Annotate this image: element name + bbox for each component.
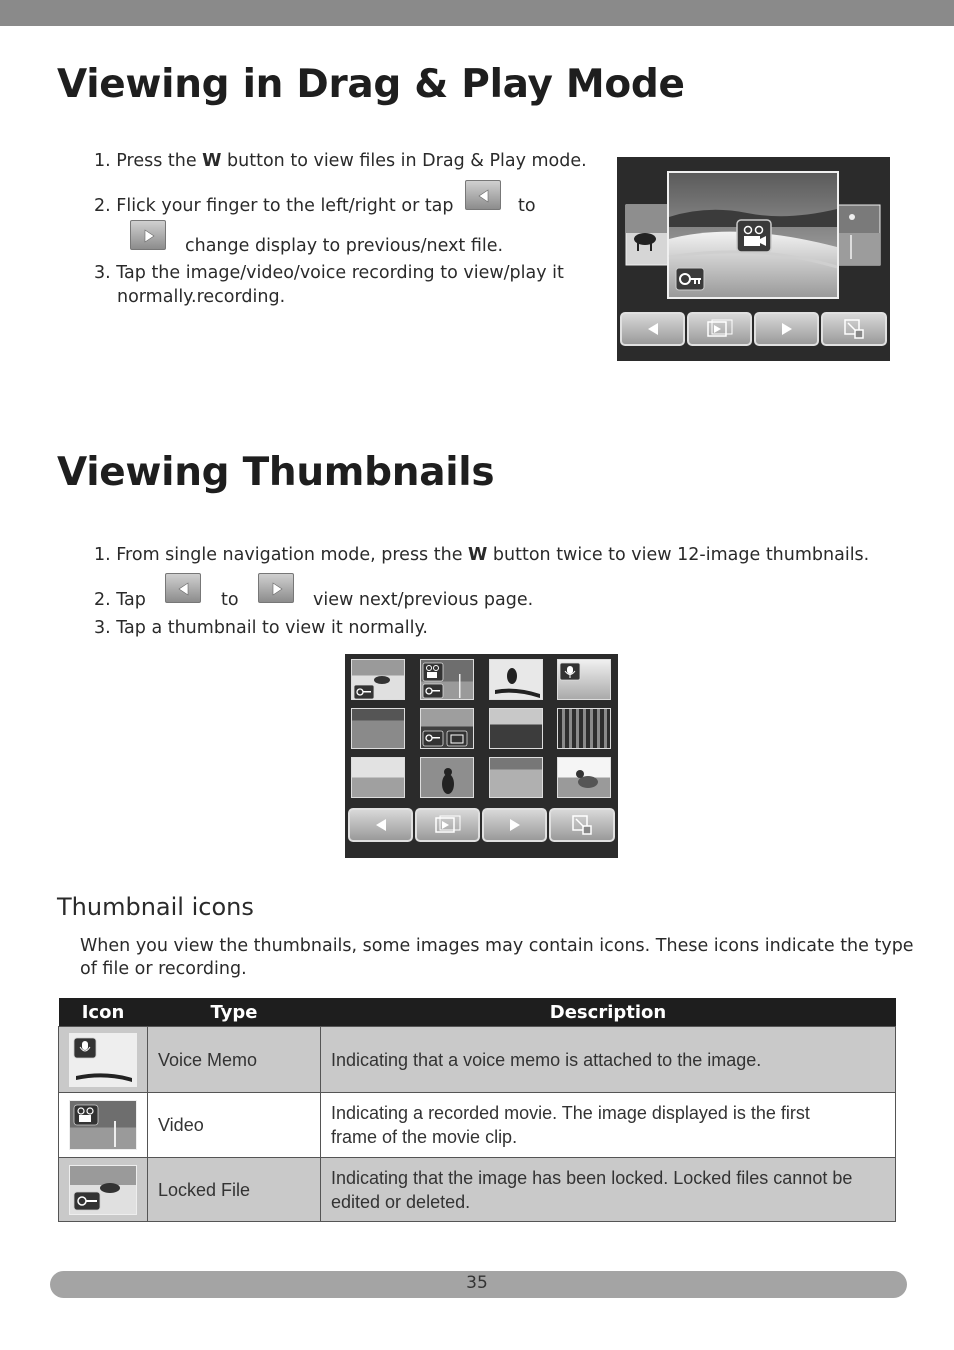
thumbnails-step-3: 3. Tap a thumbnail to view it normally. (94, 618, 428, 638)
header-type: Type (148, 998, 321, 1027)
drag-play-step-2-to: to (518, 196, 536, 216)
next-file-button[interactable] (754, 312, 819, 346)
thumbnails-step-1: 1. From single navigation mode, press the W button twice to view 12-image thumbnails. (94, 545, 870, 565)
top-header-bar (0, 0, 954, 26)
thumbnail-icons-table (58, 998, 896, 1222)
table-header-row (59, 998, 896, 1027)
row-type: Voice Memo (148, 1027, 321, 1093)
thumbnail-12[interactable] (557, 757, 611, 798)
thumbnail-2[interactable] (420, 659, 474, 700)
thumbnail-7[interactable] (489, 708, 543, 749)
thumbnail-icons-intro-line-1: When you view the thumbnails, some images may contain icons. These icons indicate the type (80, 936, 914, 956)
icon-cell (59, 1027, 148, 1093)
slideshow-icon (435, 815, 461, 835)
next-button-icon (130, 220, 166, 250)
row-description: Indicating that a voice memo is attached to the image. (321, 1027, 896, 1093)
header-icon: Icon (59, 998, 148, 1027)
drag-play-step-1: 1. Press the W button to view files in Drag & Play mode. (94, 151, 587, 171)
thumbnail-5[interactable] (351, 708, 405, 749)
video-icon (69, 1100, 137, 1150)
previous-file-button[interactable] (620, 312, 685, 346)
cat-image (421, 758, 474, 798)
thumbnail-9[interactable] (351, 757, 405, 798)
zoom-icon (843, 318, 865, 340)
thumbnails-title: Viewing Thumbnails (57, 450, 495, 495)
thumbnail-icons-intro-line-2: of file or recording. (80, 959, 247, 979)
row-description: Indicating a recorded movie. The image displayed is the first frame of the movie clip. (321, 1093, 896, 1158)
previous-page-button[interactable] (348, 808, 413, 842)
thumbnail-10[interactable] (420, 757, 474, 798)
row-type: Locked File (148, 1158, 321, 1222)
right-arrow-icon (259, 574, 295, 604)
drag-play-step-2-cont: change display to previous/next file. (185, 236, 504, 256)
drag-play-step-2: 2. Flick your finger to the left/right or tap (94, 196, 454, 216)
table-row (59, 1027, 896, 1093)
lock-icon (69, 1165, 137, 1215)
row-description: Indicating that the image has been locked. Locked files cannot be edited or deleted. (321, 1158, 896, 1222)
drag-play-title: Viewing in Drag & Play Mode (57, 62, 685, 107)
drag-play-step-3: 3. Tap the image/video/voice recording to view/play it (94, 263, 564, 283)
left-arrow-icon (373, 817, 389, 833)
drag-play-step-3-cont: normally.recording. (117, 287, 286, 307)
lock-icon (352, 660, 405, 700)
table-row (59, 1158, 896, 1222)
row-type: Video (148, 1093, 321, 1158)
slideshow-button[interactable] (687, 312, 752, 346)
thumbnails-step-2: 2. Tap (94, 590, 146, 610)
header-description: Description (321, 998, 896, 1027)
microphone-icon (69, 1033, 137, 1087)
right-arrow-icon (779, 321, 795, 337)
right-arrow-icon (507, 817, 523, 833)
microphone-icon (558, 660, 611, 700)
video-icon (421, 660, 474, 700)
tree-branch-image (490, 660, 543, 700)
zoom-button[interactable] (549, 808, 615, 842)
left-arrow-icon (166, 574, 202, 604)
next-page-button[interactable] (482, 808, 547, 842)
zoom-icon (571, 814, 593, 836)
next-page-button-icon (258, 573, 294, 603)
left-arrow-icon (466, 181, 502, 211)
thumbnails-step-2-cont: view next/previous page. (313, 590, 534, 610)
thumbnail-3[interactable] (489, 659, 543, 700)
right-arrow-icon (131, 221, 167, 251)
left-arrow-icon (645, 321, 661, 337)
table-row (59, 1093, 896, 1158)
page-number: 35 (466, 1273, 488, 1293)
icon-cell (59, 1158, 148, 1222)
lock-icon (676, 268, 704, 290)
slideshow-icon (707, 319, 733, 339)
icon-cell (59, 1093, 148, 1158)
zoom-button[interactable] (821, 312, 887, 346)
previous-page-button-icon (165, 573, 201, 603)
thumbnail-1[interactable] (351, 659, 405, 700)
thumbnail-icons-heading: Thumbnail icons (57, 893, 254, 921)
thumbnail-4[interactable] (557, 659, 611, 700)
thumbnail-screen (345, 654, 618, 858)
previous-button-icon (465, 180, 501, 210)
thumbnail-8[interactable] (557, 708, 611, 749)
thumbnails-step-2-to: to (221, 590, 239, 610)
lock-icon (421, 709, 474, 749)
slideshow-button[interactable] (415, 808, 480, 842)
thumbnail-6[interactable] (420, 708, 474, 749)
video-icon (737, 220, 771, 252)
duck-image (558, 758, 611, 798)
thumbnail-11[interactable] (489, 757, 543, 798)
drag-play-screen (617, 157, 890, 361)
